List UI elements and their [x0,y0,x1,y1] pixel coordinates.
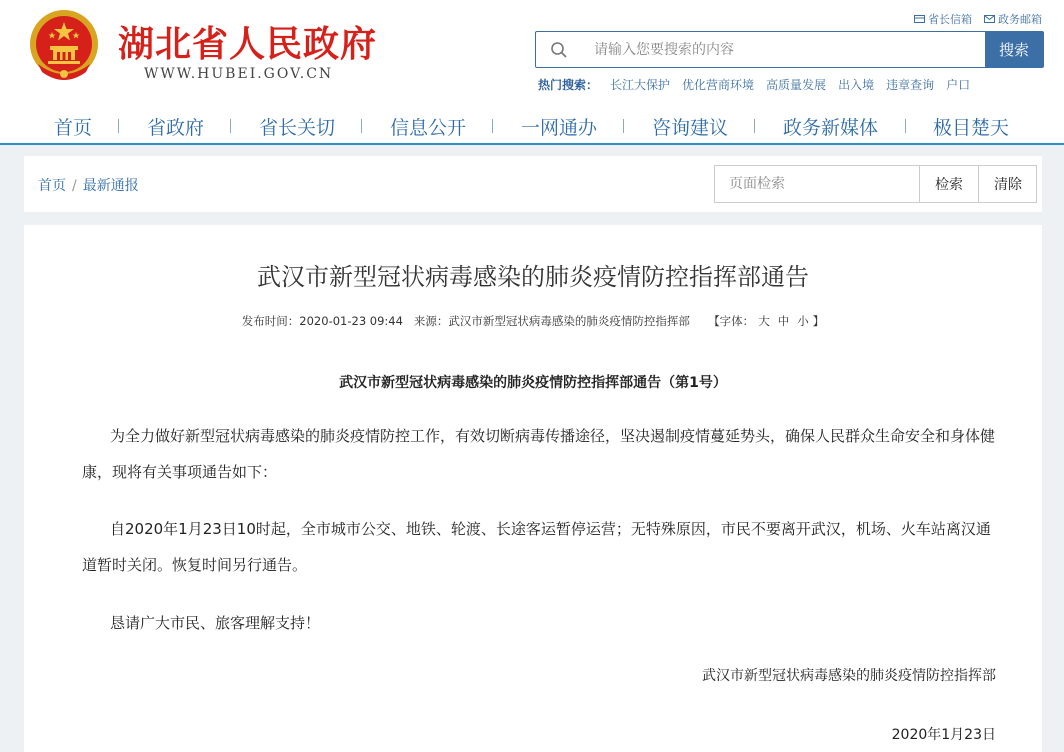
hot-search-item[interactable]: 出入境 [838,78,875,92]
site-search-box [535,31,1044,68]
nav-separator [492,119,493,133]
article-paragraph: 自2020年1月23日10时起，全市城市公交、地铁、轮渡、长途客运暂停运营；无特殊原因，市民不要离开武汉，机场、火车站离汉通道暂时关闭。恢复时间另行通告。 [82,520,991,574]
nav-item-governor-concerns[interactable]: 省长关切 [259,117,336,139]
nav-separator [118,119,119,133]
nav-item-jimu-chutian[interactable]: 极目楚天 [933,117,1010,139]
governor-mailbox-link[interactable] [914,11,972,27]
publish-time: 2020-01-23 09:44 [299,314,403,328]
nav-item-information-disclosure[interactable]: 信息公开 [390,117,467,139]
nav-separator [623,119,624,133]
nav-item-consultation[interactable]: 咨询建议 [652,117,729,139]
envelope-icon [984,14,995,24]
article-meta [24,313,1042,329]
breadcrumb-current-link[interactable]: 最新通报 [82,178,139,194]
government-mailbox-link[interactable] [984,11,1042,27]
site-header [0,0,1064,145]
main-nav [0,107,1064,145]
nav-item-home[interactable]: 首页 [54,117,93,139]
article-title: 武汉市新型冠状病毒感染的肺炎疫情防控指挥部通告 [257,263,809,291]
article-source: 武汉市新型冠状病毒感染的肺炎疫情防控指挥部 [448,314,690,328]
search-icon [550,41,568,59]
nav-item-new-media[interactable]: 政务新媒体 [783,117,879,139]
hot-search-item[interactable]: 高质量发展 [766,78,827,92]
font-size-label-close: 】 [812,314,825,328]
article-signature: 武汉市新型冠状病毒感染的肺炎疫情防控指挥部 [702,668,996,684]
governor-mailbox-label: 省长信箱 [928,13,972,26]
font-size-large-option[interactable]: 大 [758,314,770,328]
nav-separator [230,119,231,133]
page-search-clear-button[interactable]: 清除 [978,166,1037,202]
article [24,225,1042,752]
page-search-box [714,165,1037,203]
site-url: WWW.HUBEI.GOV.CN [144,66,334,82]
nav-separator [905,119,906,133]
font-size-label: 【字体： [708,314,755,328]
hot-search [538,76,970,93]
breadcrumb-separator: / [72,178,77,194]
government-mailbox-label: 政务邮箱 [998,13,1042,26]
hot-search-item[interactable]: 优化营商环境 [682,78,755,92]
mailbox-icon [914,14,925,24]
nav-separator [361,119,362,133]
breadcrumb-bar [24,156,1042,212]
breadcrumb [38,175,139,195]
site-search-input[interactable] [582,32,982,67]
national-emblem-icon [24,6,104,86]
site-title: 湖北省人民政府 [118,24,378,65]
hot-search-item[interactable]: 违章查询 [886,78,935,92]
page-search-button[interactable]: 检索 [919,166,978,202]
site-search-button[interactable]: 搜索 [985,32,1043,67]
article-date: 2020年1月23日 [891,727,996,743]
source-label: 来源： [413,314,449,328]
top-links [914,11,1042,27]
notice-subtitle: 武汉市新型冠状病毒感染的肺炎疫情防控指挥部通告（第1号） [339,375,727,391]
font-size-small-option[interactable]: 小 [797,314,809,328]
article-paragraph: 恳请广大市民、旅客理解支持！ [110,614,321,632]
hot-search-item[interactable]: 户口 [946,78,971,92]
page-search-input[interactable] [715,166,919,202]
hot-search-item[interactable]: 长江大保护 [610,78,671,92]
nav-item-one-network-service[interactable]: 一网通办 [521,117,598,139]
hot-search-label: 热门搜索： [538,78,599,92]
nav-separator [754,119,755,133]
nav-item-provincial-government[interactable]: 省政府 [147,117,205,139]
breadcrumb-home-link[interactable]: 首页 [38,178,66,194]
publish-time-label: 发布时间： [241,314,300,328]
article-paragraph: 为全力做好新型冠状病毒感染的肺炎疫情防控工作，有效切断病毒传播途径，坚决遏制疫情蔓延势头，确保人民群众生命安全和身体健康，现将有关事项通告如下： [82,427,996,481]
font-size-medium-option[interactable]: 中 [777,314,790,328]
